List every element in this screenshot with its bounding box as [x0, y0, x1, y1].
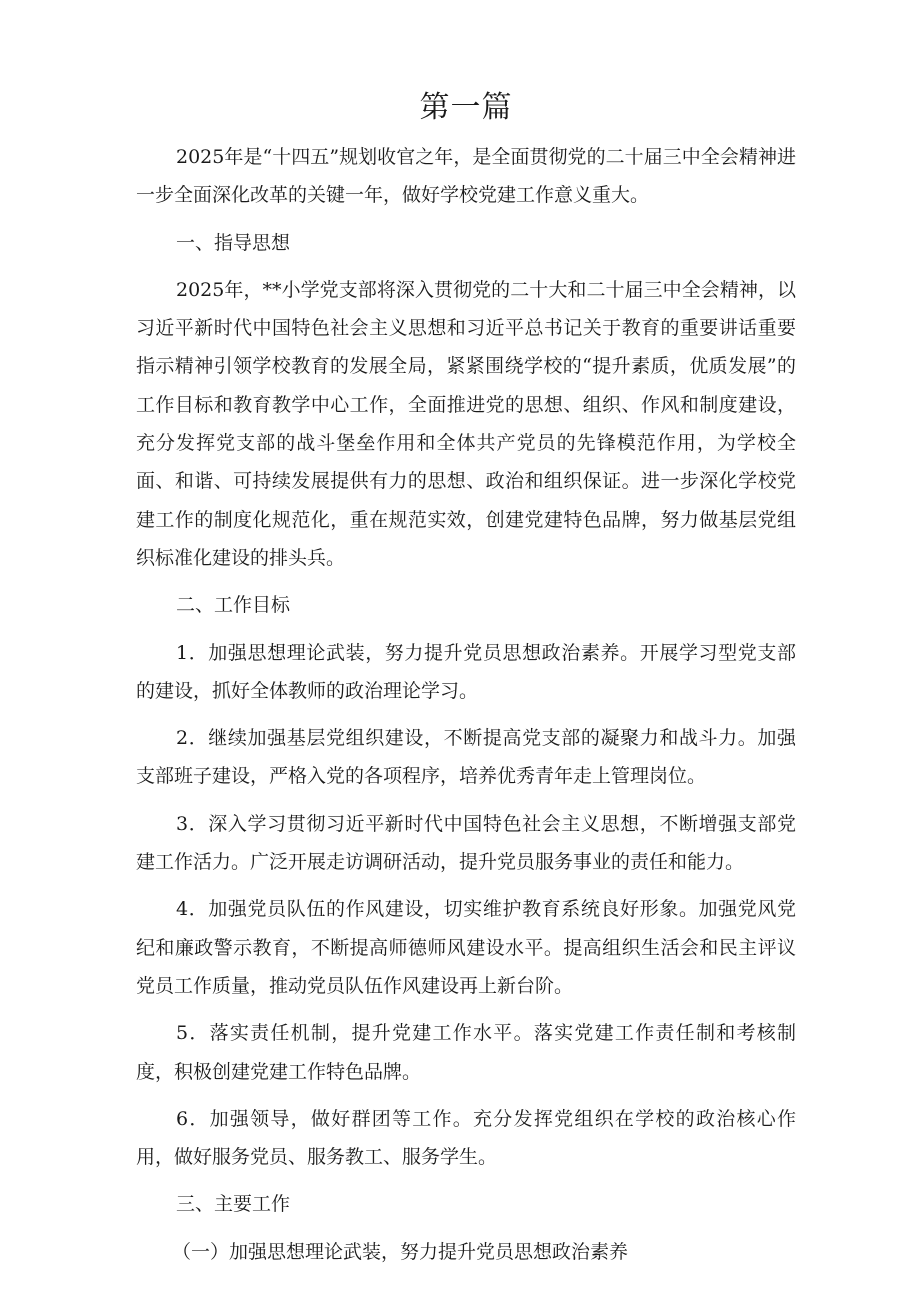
- document-title: 第一篇: [419, 90, 513, 125]
- work-goal-item: 6．加强领导，做好群团等工作。充分发挥党组织在学校的政治核心作用，做好服务党员、服务教工、服务学生。: [136, 1107, 796, 1169]
- section-heading-work-goals: 二、工作目标: [176, 594, 291, 617]
- work-goal-item: 3．深入学习贯彻习近平新时代中国特色社会主义思想，不断增强支部党建工作活力。广泛开展走访调研活动，提升党员服务事业的责任和能力。: [136, 812, 796, 874]
- main-work-subheading: （一）加强思想理论武装，努力提升党员思想政治素养: [172, 1240, 629, 1263]
- work-goal-item: 2．继续加强基层党组织建设，不断提高党支部的凝聚力和战斗力。加强支部班子建设，严格入党的各项程序，培养优秀青年走上管理岗位。: [136, 727, 796, 788]
- intro-paragraph: 2025年是“十四五”规划收官之年，是全面贯彻党的二十届三中全会精神进一步全面深化改革的关键一年，做好学校党建工作意义重大。: [136, 146, 796, 207]
- document-page: [136, 86, 796, 1280]
- work-goal-item: 4．加强党员队伍的作风建设，切实维护教育系统良好形象。加强党风党纪和廉政警示教育，不断提高师德师风建设水平。提高组织生活会和民主评议党员工作质量，推动党员队伍作风建设再上新台阶。: [136, 898, 796, 997]
- guiding-ideology-paragraph: 2025年，**小学党支部将深入贯彻党的二十大和二十届三中全会精神，以习近平新时代中国特色社会主义思想和习近平总书记关于教育的重要讲话重要指示精神引领学校教育的发展全局，紧紧围绕学校的“提升素质，优质发展”的工作目标和教育教学中心工作，全面推进党的思想、组织、作风和制度建设，充分发挥党支部的战斗堡垒作用和全体共产党员的先锋模范作用，为学校全面、和谐、可持续发展提供有力的思想、政治和组织保证。进一步深化学校党建工作的制度化规范化，重在规范实效，创建党建特色品牌，努力做基层党组织标准化建设的排头兵。: [136, 278, 796, 569]
- section-heading-guiding-ideology: 一、指导思想: [176, 231, 291, 254]
- work-goal-item: 1．加强思想理论武装，努力提升党员思想政治素养。开展学习型党支部的建设，抓好全体教师的政治理论学习。: [136, 641, 796, 702]
- work-goal-item: 5．落实责任机制，提升党建工作水平。落实党建工作责任制和考核制度，积极创建党建工作特色品牌。: [136, 1022, 796, 1083]
- section-heading-main-work: 三、主要工作: [176, 1193, 291, 1216]
